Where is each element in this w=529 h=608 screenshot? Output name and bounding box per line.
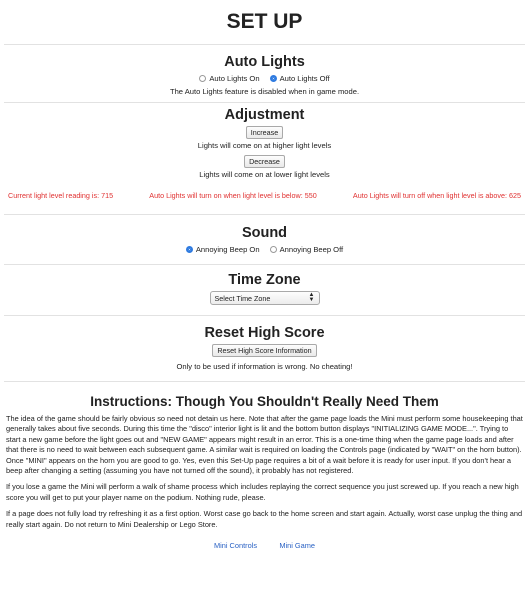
page-title: SET UP [226, 10, 303, 33]
auto-lights-off-option[interactable] [270, 74, 330, 83]
adjustment-heading: Adjustment [224, 107, 305, 123]
reset-note: Only to be used if information is wrong. No cheating! [176, 362, 353, 371]
beep-on-option[interactable] [186, 245, 260, 254]
instructions-heading: Instructions: Though You Shouldn't Really Need Them [90, 394, 439, 409]
beep-on-radio[interactable] [186, 246, 193, 253]
turn-off-threshold: Auto Lights will turn off when light level is above: 625 [352, 191, 521, 200]
auto-lights-options [0, 74, 529, 83]
beep-off-option[interactable] [270, 245, 344, 254]
footer-links [0, 538, 529, 553]
turn-on-threshold: Auto Lights will turn on when light level is below: 550 [149, 191, 317, 200]
sound-heading: Sound [241, 225, 288, 241]
increase-button[interactable]: Increase [246, 126, 284, 139]
sound-options [0, 245, 529, 254]
current-light-reading: Current light level reading is: 715 [8, 191, 114, 200]
increase-note: Lights will come on at higher light levels [197, 141, 332, 150]
select-arrows-icon: ▲ ▼ [308, 292, 315, 303]
time-zone-select[interactable] [210, 291, 320, 305]
mini-game-link[interactable]: Mini Game [279, 541, 316, 551]
auto-lights-heading: Auto Lights [224, 54, 305, 70]
reset-high-score-button[interactable]: Reset High Score Information [212, 344, 316, 357]
instructions-paragraph: If a page does not fully load try refreshing it as a first option. Worst case go back to the home screen and start again. Actually, worst case unplug the thing and really start again. Do not return to Mini Dealership or Lego Store. [6, 509, 523, 529]
auto-lights-on-radio[interactable] [199, 75, 206, 82]
mini-controls-link[interactable]: Mini Controls [213, 541, 258, 551]
light-level-status [0, 191, 529, 200]
auto-lights-on-option[interactable] [199, 74, 259, 83]
instructions-paragraph: If you lose a game the Mini will perform a walk of shame process which includes replaying the correct sequence you just screwed up. If you reach a new high score you will get to put your player name on the podium. Nothing rude, please. [6, 482, 519, 502]
auto-lights-off-label: Auto Lights Off [279, 74, 330, 83]
instructions-paragraph: The idea of the game should be fairly obvious so need not detain us here. Note that after the game page loads the Mini must perform some housekeeping that generally takes about five seconds. During this time the "disco" interior light is lit and the bottom button displays "INITIALIZING GAME MODE...". Trying to start a new game before the light goes out and "NEW GAME" appears might result in an error. This is a one-time thing when the game page loads and after that there is no need to wait between each subsequent game. A similar wait is required on loading the Controls page (indicated by "WAIT" on the horn button). Once "MINI" appears on the horn you are good to go. Yes, even this Set-Up page requires a bit of a wait before it is ready for user input. If you don't hear a beep after changing a setting (assuming you have not turned off the sound), it probably has not registered. [6, 414, 523, 476]
decrease-button[interactable]: Decrease [244, 155, 285, 168]
time-zone-select-value: Select Time Zone [214, 293, 271, 303]
time-zone-heading: Time Zone [228, 272, 301, 288]
decrease-note: Lights will come on at lower light levels [199, 170, 330, 179]
beep-off-radio[interactable] [270, 246, 277, 253]
auto-lights-note: The Auto Lights feature is disabled when in game mode. [169, 87, 360, 96]
auto-lights-on-label: Auto Lights On [209, 74, 260, 83]
reset-heading: Reset High Score [204, 325, 325, 341]
beep-on-label: Annoying Beep On [195, 245, 260, 254]
auto-lights-off-radio[interactable] [270, 75, 277, 82]
beep-off-label: Annoying Beep Off [279, 245, 344, 254]
